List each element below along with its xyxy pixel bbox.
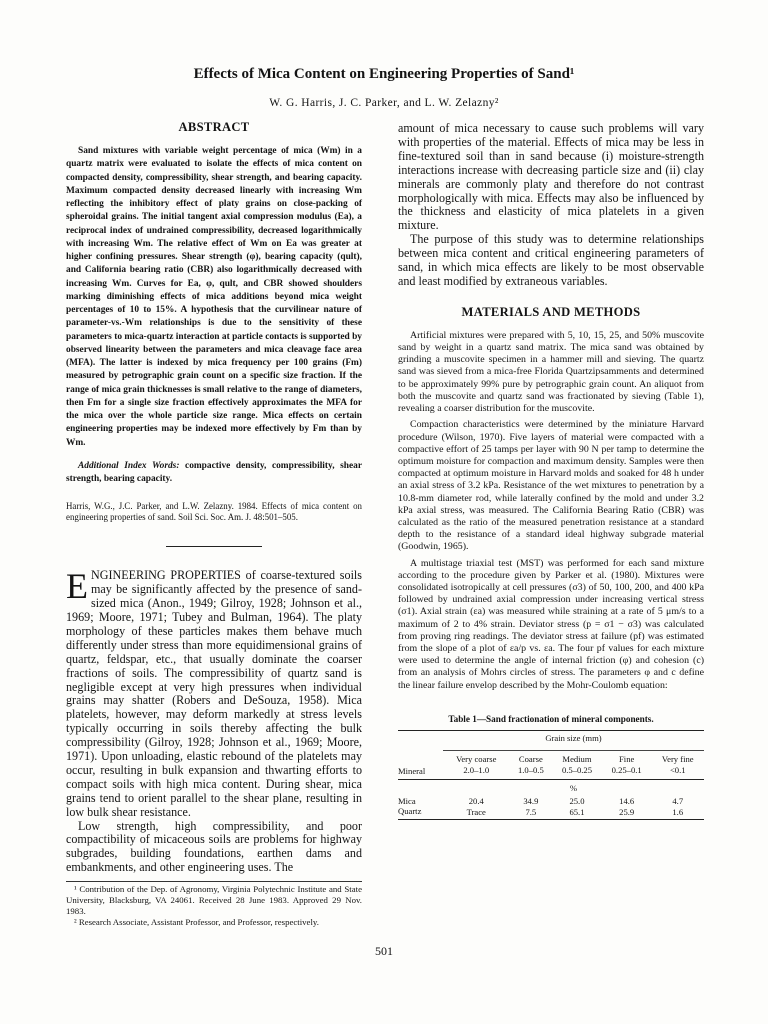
- intro-p1-text: of coarse-textured soils may be significantly affected by the presence of sand-sized mica (Anon., 1949; Gilroy, 1928; Johnson et al., 1969; Moore, 1971; Tubey and Bulman, 1964). The platy morphology of these particles makes them behave much differently under stress than more equidimensional grains of quartz, feldspar, etc., that usually dominate the coarser fractions of soils. The compressibility of quartz sand is negligible except at very high pressures when individual grains may shatter (Robers and DeSouza, 1958). Mica platelets, however, may deform markedly at stress levels typically occurring in soils thereby affecting the bulk compressibility (Gilroy, 1928; Johnson et al., 1969; Moore, 1971). Upon unloading, elastic rebound of the platelets may occur, resulting in bulk expansion and thwarting efforts to compact soils with high mica content. During shear, mica grains tend to orient parallel to the shear plane, resulting in low bulk shear resistance.: [66, 568, 362, 819]
- author-list: W. G. Harris, J. C. Parker, and L. W. Zelazny²: [269, 97, 499, 109]
- intro-smallcaps: NGINEERING PROPERTIES: [91, 568, 241, 583]
- drop-cap: E: [66, 566, 88, 607]
- abstract-text: Sand mixtures with variable weight percentage of mica (Wm) in a quartz matrix were evaluated to isolate the effects of mica content on compacted density, compressibility, shear strength, and bearing capacity. Maximum compacted density decreased linearly with increasing Wm reflecting the inhibitory effect of platy grains on close-packing of spheroidal grains. The initial tangent axial compression modulus (Ea), a reciprocal index of undrained compressibility, decreased logarithmically with increasing Wm. The relative effect of Wm on Ea was greater at higher confining pressures. Shear strength (φ), bearing capacity (qult), and California bearing ratio (CBR) also logarithmically decreased with increasing Wm. Curves for Ea, φ, qult, and CBR showed shoulders marking diminishing effects of mica additions beyond mica weight percentages of 10 to 15%. A hypothesis that the curvilinear nature of parameter-vs.-Wm relationships is due to the sensitivity of these parameters to mica-quartz interaction at particle contacts is supported by observed linearity between the parameters and mica cleavage face area (MFA). The latter is indexed by mica frequency per 100 grains (Fm) measured by petrographic grain count on a specific size fraction. If the range of mica grain thicknesses is small relative to the range of diameters, then Fm for a single size fraction effectively approximates the MFA for the mica over the whole particle size range. Mica effects on certain engineering properties may be indexed more effectively by Fm than by Wm.: [66, 146, 362, 448]
- col-header-fine: Fine 0.25–0.1: [611, 753, 642, 775]
- methods-paragraph-2: Compaction characteristics were determined by the miniature Harvard procedure (Wilson, 1970). Five layers of material were compacted with a compactive effort of 25 tamps per layer with 90 N per tamp to determine the optimum moisture for compaction and maximum density. Samples were then compacted at optimum moisture in Harvard molds and soaked for 48 h under an axial stress of 3.2 kPa. Resistance of the wet mixtures to penetration by a 10.8-mm diameter rod, while laterally confined by the mold and under 3.2 kPa axial stress, was measured. The California Bearing Ratio (CBR) was calculated as the ratio of the measured penetration resistance at a standard depth to the resistance of a standard ideal highway subgrade material (Goodwin, 1965).: [398, 419, 704, 553]
- col-header-very-fine: Very fine <0.1: [661, 753, 694, 775]
- unit-label: %: [569, 782, 578, 793]
- intro-paragraph-4: The purpose of this study was to determine relationships between mica content and critical engineering parameters of sand, in which mica effects are likely to be most observable and least modified by extraneous variables.: [398, 232, 704, 288]
- footnotes: [66, 881, 362, 927]
- abstract-heading: ABSTRACT: [178, 120, 250, 134]
- right-column: [398, 122, 704, 820]
- col-header-very-coarse: Very coarse 2.0–1.0: [456, 753, 497, 775]
- index-words: [66, 460, 362, 487]
- intro-paragraph-3: amount of mica necessary to cause such problems will vary with properties of the material. Effects of mica may be less in fine-textured soil than in sand because (i) moisture-strength interactions increase with decreasing particle size and (ii) clay minerals are commonly platy and therefore do not contrast morphologically with mica. Effects may also be influenced by the thickness and elasticity of mica platelets in a given mixture.: [398, 121, 704, 233]
- col-header-medium: Medium 0.5–0.25: [561, 753, 593, 775]
- left-column: [66, 120, 362, 927]
- index-words-text: compactive density, compressibility, shear strength, bearing capacity.: [66, 460, 362, 484]
- intro-paragraph-1: [66, 566, 362, 819]
- footnote-1: ¹ Contribution of the Dep. of Agronomy, Virginia Polytechnic Institute and State University, Blacksburg, VA 24061. Received 28 June 1983. Approved 29 Nov. 1983.: [66, 884, 362, 916]
- paper-title: Effects of Mica Content on Engineering Properties of Sand¹: [193, 66, 575, 82]
- mineral-header: Mineral: [398, 765, 426, 776]
- methods-heading: MATERIALS AND METHODS: [461, 304, 641, 319]
- index-words-label: Additional Index Words:: [78, 460, 180, 471]
- footnote-2: ² Research Associate, Assistant Professor, and Professor, respectively.: [74, 916, 319, 927]
- unit-row: [443, 779, 704, 796]
- grain-size-header: Grain size (mm): [545, 732, 602, 743]
- methods-paragraph-3: A multistage triaxial test (MST) was performed for each sand mixture according to the procedure given by Parker et al. (1980). Mixtures were consolidated isotropically at cell pressures (σ3) of 50, 100, 200, and 400 kPa followed by undrained axial compression under increasing vertical stress (σ1). Axial strain (εa) was measured while straining at a rate of 5 μm/s to a maximum of 2 to 4% strain. Deviator stress (p = σ1 − σ3) was calculated from proving ring readings. The deviator stress at failure (pf) was estimated from the slope of a plot of εa/p vs. εa. The four pf values for each mixture were used to determine the angle of internal friction (φ) and cohesion (c) from an analysis of Mohrs circles of stress. The parameters φ and c define the linear failure envelop described by the Mohr-Coulomb equation:: [398, 557, 704, 691]
- citation: Harris, W.G., J.C. Parker, and L.W. Zelazny. 1984. Effects of mica content on engineering properties of sand. Soil Sci. Soc. Am. J. 48:501–505.: [66, 501, 362, 523]
- intro-paragraph-2: Low strength, high compressibility, and poor compactibility of micaceous soils are problems for highway subgrades, building foundations, earthen dams and embankments, and other engineering uses. The: [66, 818, 362, 875]
- table-row: Mica 20.4 34.9 25.0 14.6 4.7: [398, 795, 684, 806]
- section-divider: [166, 546, 262, 547]
- table-title: Table 1—Sand fractionation of mineral components.: [448, 713, 654, 724]
- methods-paragraph-1: Artificial mixtures were prepared with 5, 10, 15, 25, and 50% muscovite sand by weight in a quartz sand matrix. The mica sand was obtained by grinding a muscovite specimen in a hammer mill and sieving. The quartz sand was sieved from a mica-free Florida Quartzipsamments and determined to be approximately 99% pure by petrographic grain count. An aliquot from both the muscovite and quartz sand was fractionated by sieving (Table 1), revealing a coarser distribution for the muscovite.: [398, 329, 704, 415]
- sand-fractionation-table: [398, 730, 704, 820]
- page-number: 501: [375, 944, 393, 958]
- col-header-coarse: Coarse 1.0–0.5: [517, 753, 544, 775]
- table-row: Quartz Trace 7.5 65.1 25.9 1.6: [398, 806, 704, 820]
